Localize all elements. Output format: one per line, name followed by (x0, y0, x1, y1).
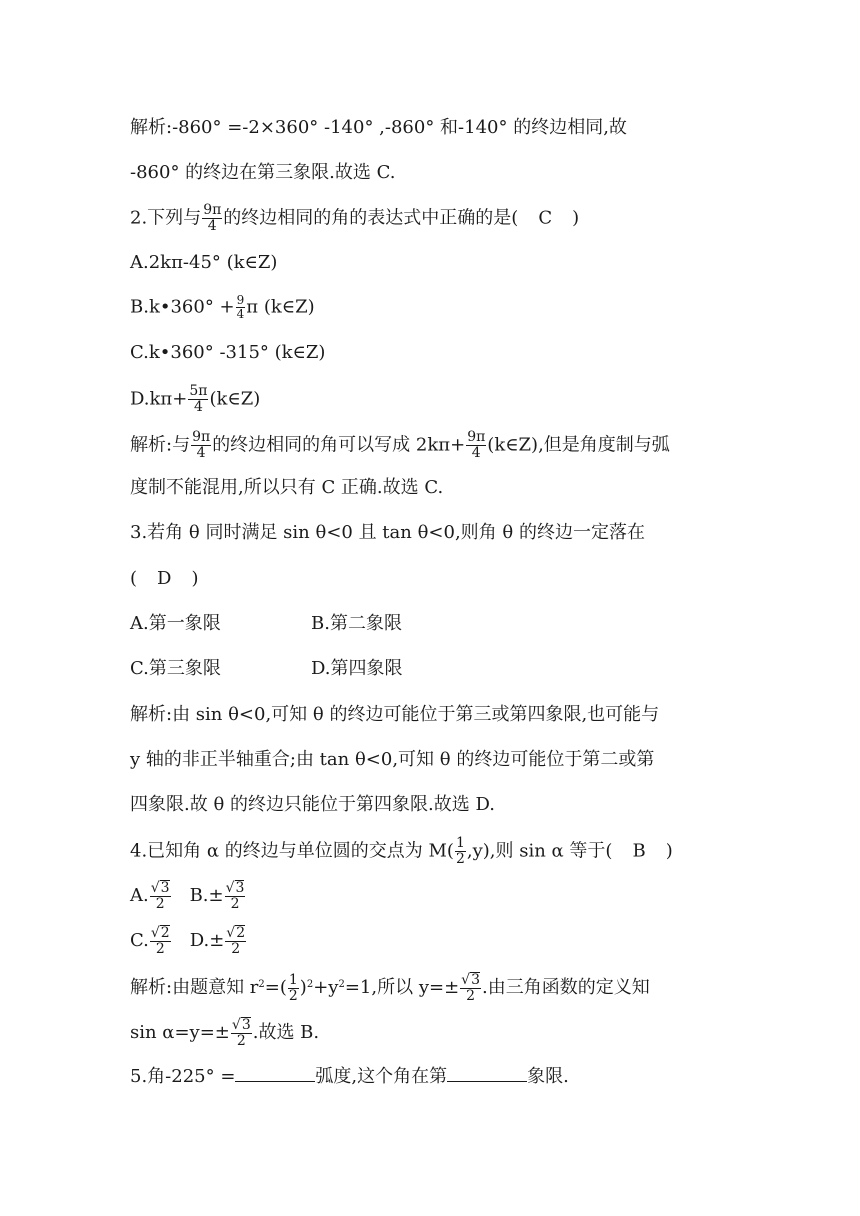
q2-stem: 的终边相同的角的表达式中正确的是( (223, 207, 519, 229)
solution-q3-line3: 四象限.故 θ 的终边只能位于第四象限.故选 D. (130, 794, 495, 815)
solution-q1-line2: -860° 的终边在第三象限.故选 C. (130, 162, 396, 183)
q2-option-a: A.2kπ-45° (k∈Z) (130, 252, 278, 273)
solution-q4-line2: sin α=y=± $\frac{√3}{2}$ .故选 B. (130, 1017, 320, 1049)
q4-option-d: D.± (189, 930, 225, 951)
question-3-line2: ( D ) (130, 568, 199, 589)
q2-option-b: B.k•360° + $\frac{9}{4}$ π (k∈Z) (130, 293, 315, 321)
question-3-line1: 3.若角 θ 同时满足 sin θ<0 且 tan θ<0,则角 θ 的终边一定落在 (130, 522, 645, 543)
q3-option-a: A.第一象限 (130, 613, 221, 634)
fraction-sqrt3-over-2: $\frac{√3}{2}$ (225, 880, 245, 912)
solution-q3-line2: y 轴的非正半轴重合;由 tan θ<0,可知 θ 的终边可能位于第二或第 (130, 749, 655, 770)
fraction-sqrt3-over-2: $\frac{√3}{2}$ (231, 1017, 251, 1049)
fraction-9-over-4: $\frac{9}{4}$ (236, 293, 245, 321)
fraction-sqrt2-over-2: $\frac{√2}{2}$ (150, 925, 170, 957)
solution-q3-line1: 解析:由 sin θ<0,可知 θ 的终边可能位于第三或第四象限,也可能与 (130, 704, 660, 725)
q3-option-d: D.第四象限 (311, 658, 403, 679)
fraction-9pi-over-4: $\frac{9\pi}{4}$ (467, 429, 486, 461)
solution-q2-line2: 度制不能混用,所以只有 C 正确.故选 C. (130, 477, 444, 498)
q4-options-cd (130, 925, 247, 957)
q2-option-d: D.kπ+ $\frac{5\pi}{4}$ (k∈Z) (130, 383, 261, 415)
fraction-9pi-over-4: $\frac{9\pi}{4}$ (192, 429, 211, 461)
fraction-sqrt3-over-2: $\frac{√3}{2}$ (150, 880, 170, 912)
q3-option-b: B.第二象限 (311, 613, 402, 634)
q4-option-c: C. (130, 930, 149, 951)
answer-blank-radians[interactable] (235, 1063, 315, 1082)
fraction-1-over-2: $\frac{1}{2}$ (455, 835, 465, 867)
fraction-sqrt2-over-2: $\frac{√2}{2}$ (226, 925, 246, 957)
q2-answer: C (538, 207, 553, 229)
q4-option-b: B.± (189, 885, 224, 906)
fraction-sqrt3-over-2: $\frac{√3}{2}$ (461, 972, 480, 1004)
q4-options-ab (130, 880, 246, 912)
fraction-9pi-over-4: $\frac{9\pi}{4}$ (203, 202, 222, 234)
question-5: 5.角-225° = 弧度,这个角在第 象限. (130, 1063, 569, 1089)
q4-answer: B (632, 840, 646, 862)
question-2: 2.下列与 $\frac{9\pi}{4}$ 的终边相同的角的表达式中正确的是( C ) (130, 202, 580, 234)
solution-q4-line1: 解析:由题意知 $r^2=$( $\frac{1}{2}$ )$^2+y^2=1$,所以 y=± $\frac{√3}{2}$ .由三角函数的定义知 (130, 971, 650, 1004)
q2-prefix: 2.下列与 (130, 207, 202, 229)
solution-q2-line1: 解析:与 $\frac{9\pi}{4}$ 的终边相同的角可以写成 2kπ+ $\frac{9\pi}{4}$ (k∈Z),但是角度制与弧 (130, 429, 670, 461)
solution-q1-line1: 解析:-860° =-2×360° -140° ,-860° 和-140° 的终边相同,故 (130, 117, 627, 138)
fraction-1-over-2: $\frac{1}{2}$ (288, 971, 298, 1004)
q2-option-c: C.k•360° -315° (k∈Z) (130, 342, 326, 363)
question-4: 4.已知角 α 的终边与单位圆的交点为 M( $\frac{1}{2}$ ,y),则 sin α 等于( B ) (130, 835, 673, 867)
answer-blank-quadrant[interactable] (447, 1063, 527, 1082)
fraction-5pi-over-4: $\frac{5\pi}{4}$ (189, 383, 208, 415)
q4-option-a: A. (130, 885, 149, 906)
q3-option-c: C.第三象限 (130, 658, 221, 679)
q3-answer: D (157, 568, 172, 589)
